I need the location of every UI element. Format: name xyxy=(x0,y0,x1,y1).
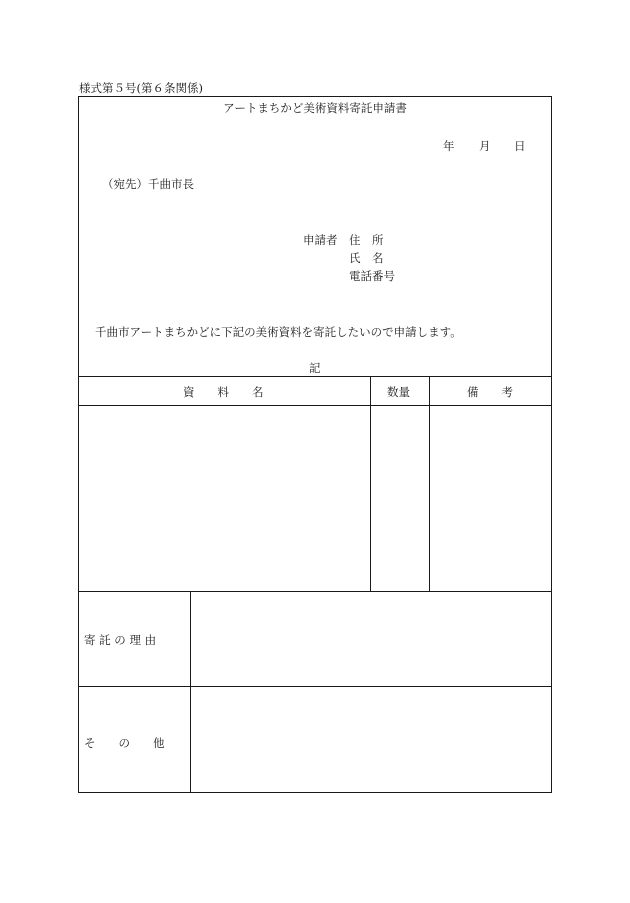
table-header-rule xyxy=(79,405,551,406)
header-material-name: 資 料 名 xyxy=(183,385,264,399)
application-form xyxy=(78,96,552,793)
header-quantity: 数量 xyxy=(387,385,410,399)
applicant-address-label: 住 所 xyxy=(349,233,384,247)
addressee: （宛先）千曲市長 xyxy=(102,177,194,191)
table-top-rule xyxy=(79,376,551,377)
date-month: 月 xyxy=(479,139,491,153)
reason-label: 寄 託 の 理 由 xyxy=(84,633,157,647)
applicant-phone-label: 電話番号 xyxy=(349,269,395,283)
other-top-rule xyxy=(79,686,551,687)
label-col-divider xyxy=(190,591,191,792)
date-day: 日 xyxy=(514,139,526,153)
table-col-divider-2 xyxy=(429,376,430,591)
reason-top-rule xyxy=(79,591,551,592)
other-label: そ の 他 xyxy=(84,736,165,750)
applicant-name-label: 氏 名 xyxy=(349,251,384,265)
header-remarks: 備 考 xyxy=(467,385,513,399)
form-number: 様式第５号(第６条関係) xyxy=(79,81,203,95)
table-col-divider-1 xyxy=(370,376,371,591)
form-title: アートまちかど美術資料寄託申請書 xyxy=(223,101,407,115)
ki-label: 記 xyxy=(309,361,321,375)
date-year: 年 xyxy=(443,139,455,153)
applicant-label: 申請者 xyxy=(303,233,338,247)
statement: 千曲市アートまちかどに下記の美術資料を寄託したいので申請します。 xyxy=(95,325,462,339)
